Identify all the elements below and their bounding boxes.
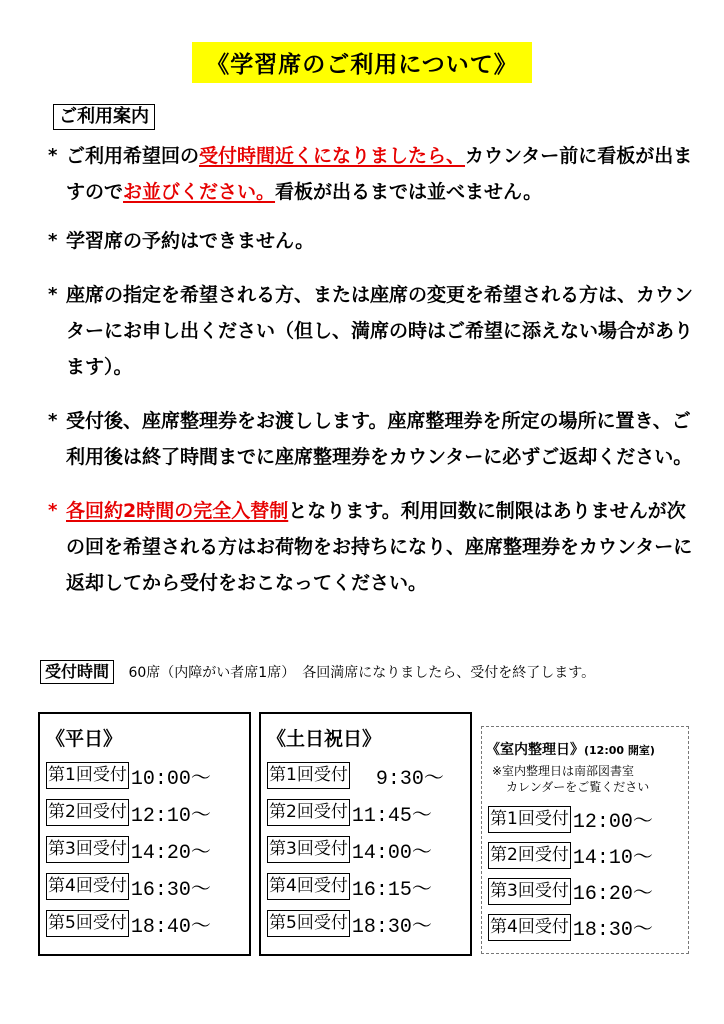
slot-time: 16:30〜 bbox=[130, 878, 211, 902]
slot-label: 第3回受付 bbox=[488, 878, 571, 905]
slot-label: 第5回受付 bbox=[267, 910, 350, 937]
slot-time: 18:30〜 bbox=[351, 915, 432, 939]
maintenance-title bbox=[486, 739, 688, 759]
slot-label: 第3回受付 bbox=[46, 836, 129, 863]
bullet-star: * bbox=[48, 410, 58, 431]
note-text: 学習席の予約はできません。 bbox=[66, 230, 315, 252]
note-2 bbox=[46, 223, 696, 259]
slot-time: 14:20〜 bbox=[130, 841, 211, 865]
page-title: 《学習席のご利用について》 bbox=[192, 42, 532, 83]
slot-time: 18:30〜 bbox=[572, 919, 653, 942]
schedule-slot bbox=[46, 831, 249, 868]
note-text bbox=[66, 493, 696, 601]
schedule-slot bbox=[46, 905, 249, 942]
weekday-title: 《平日》 bbox=[46, 728, 123, 750]
bullet-star: * bbox=[48, 284, 58, 305]
maintenance-subtitle: (12:00 開室) bbox=[584, 744, 655, 757]
note-emphasis: 各回約2時間の完全入替制 bbox=[66, 500, 289, 522]
slot-label: 第1回受付 bbox=[488, 806, 571, 833]
bullet-star: * bbox=[48, 145, 58, 166]
slot-label: 第1回受付 bbox=[46, 762, 129, 789]
weekend-title: 《土日祝日》 bbox=[267, 728, 382, 750]
reception-hours-label: 受付時間 bbox=[40, 660, 114, 684]
section-label: ご利用案内 bbox=[53, 104, 155, 130]
schedule-slot bbox=[267, 868, 470, 905]
note-emphasis: 受付時間近くになりましたら、 bbox=[199, 145, 466, 167]
schedule-slot bbox=[267, 905, 470, 942]
bullet-star: * bbox=[48, 500, 58, 521]
maintenance-note-line: ※室内整理日は南部図書室 bbox=[492, 764, 635, 778]
slot-time: 12:00〜 bbox=[572, 811, 653, 834]
title-wrapper bbox=[0, 42, 724, 83]
slot-time: 18:40〜 bbox=[130, 915, 211, 939]
note-text: 座席の指定を希望される方、または座席の変更を希望される方は、カウンターにお申し出ください（但し、満席の時はご希望に添えない場合があります）。 bbox=[66, 284, 694, 378]
weekend-schedule-box bbox=[259, 712, 472, 956]
slot-time: 16:15〜 bbox=[351, 878, 432, 902]
schedule-slot bbox=[488, 909, 688, 945]
slot-label: 第4回受付 bbox=[46, 873, 129, 900]
slot-label: 第5回受付 bbox=[46, 910, 129, 937]
slot-label: 第2回受付 bbox=[488, 842, 571, 869]
note-3 bbox=[46, 277, 696, 385]
slot-label: 第3回受付 bbox=[267, 836, 350, 863]
schedule-slot bbox=[46, 868, 249, 905]
slot-time: 14:10〜 bbox=[572, 847, 653, 870]
weekday-schedule-box bbox=[38, 712, 251, 956]
slot-time: 9:30〜 bbox=[351, 767, 444, 791]
note-emphasis: お並びください。 bbox=[123, 181, 276, 203]
note-1 bbox=[46, 138, 696, 210]
note-text bbox=[66, 138, 696, 210]
note-segment: 看板が出るまでは並べません。 bbox=[275, 181, 543, 203]
note-4 bbox=[46, 403, 696, 475]
slot-label: 第2回受付 bbox=[267, 799, 350, 826]
note-segment: ご利用希望回の bbox=[66, 145, 200, 167]
slot-time: 14:00〜 bbox=[351, 841, 432, 865]
notes-list bbox=[46, 138, 696, 614]
maintenance-note bbox=[492, 763, 688, 795]
schedule-slot bbox=[46, 794, 249, 831]
maintenance-title-text: 《室内整理日》 bbox=[486, 742, 584, 758]
reception-hours-row bbox=[40, 660, 690, 684]
note-segment: となります。利用回数に制限はありませんが次の回を希望される方はお荷物をお持ちになり、座席整理券をカウンターに返却してから受付をおこなってください。 bbox=[66, 500, 693, 594]
schedule-slot bbox=[488, 801, 688, 837]
reception-hours-info: 60席（内障がい者席1席） 各回満席になりましたら、受付を終了します。 bbox=[128, 665, 596, 681]
note-segment: カウンター前に看板が出ますので bbox=[66, 145, 693, 203]
slot-label: 第4回受付 bbox=[267, 873, 350, 900]
slot-label: 第4回受付 bbox=[488, 914, 571, 941]
schedule-slot bbox=[267, 757, 470, 794]
bullet-star: * bbox=[48, 230, 58, 251]
slot-time: 10:00〜 bbox=[130, 767, 211, 791]
slot-label: 第1回受付 bbox=[267, 762, 350, 789]
maintenance-schedule-box bbox=[481, 726, 689, 954]
slot-time: 16:20〜 bbox=[572, 883, 653, 906]
schedule-slot bbox=[488, 837, 688, 873]
schedule-slot bbox=[267, 831, 470, 868]
schedule-slot bbox=[488, 873, 688, 909]
schedule-slot bbox=[46, 757, 249, 794]
schedule-slot bbox=[267, 794, 470, 831]
note-5 bbox=[46, 493, 696, 601]
slot-time: 12:10〜 bbox=[130, 804, 211, 828]
maintenance-note-line: カレンダーをご覧ください bbox=[506, 780, 650, 794]
slot-time: 11:45〜 bbox=[351, 804, 432, 828]
note-text: 受付後、座席整理券をお渡しします。座席整理券を所定の場所に置き、ご利用後は終了時間までに座席整理券をカウンターに必ずご返却ください。 bbox=[66, 410, 693, 468]
slot-label: 第2回受付 bbox=[46, 799, 129, 826]
